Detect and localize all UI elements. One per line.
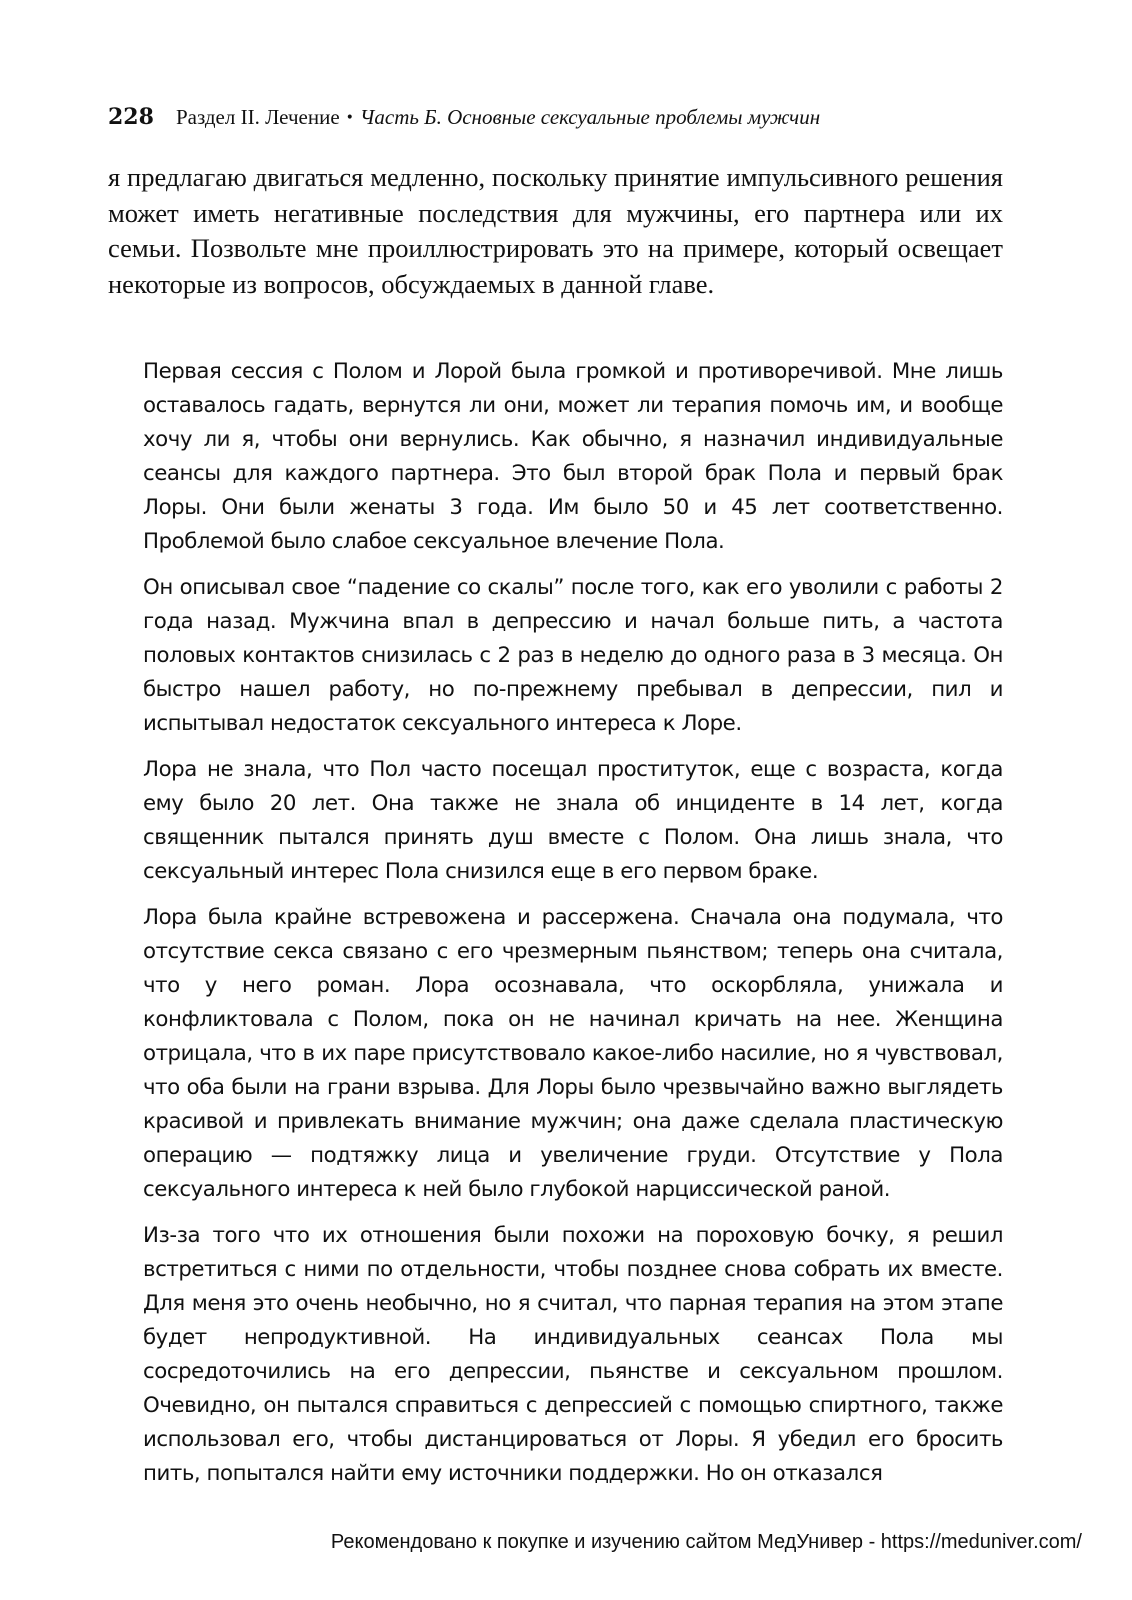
part-title: Часть Б. Основные сексуальные проблемы мужчин xyxy=(359,105,821,129)
case-study xyxy=(143,355,1003,1503)
case-paragraph: Лора была крайне встревожена и рассержена. Сначала она подумала, что отсутствие секса связано с его чрезмерным пьянством; теперь она считала, что у него роман. Лора осознавала, что оскорбляла, унижала и конфликтовала с Полом, пока он не начинал кричать на нее. Женщина отрицала, что в их паре присутствовало какое-либо насилие, но я чувствовал, что оба были на грани взрыва. Для Лоры было чрезвычайно важно выглядеть красивой и привлекать внимание мужчин; она даже сделала пластическую операцию — подтяжку лица и увеличение груди. Отсутствие у Пола сексуального интереса к ней было глубокой нарциссической раной. xyxy=(143,905,1003,1202)
case-paragraph: Лора не знала, что Пол часто посещал проституток, еще с возраста, когда ему было 20 лет. Она также не знала об инциденте в 14 лет, когда священник пытался принять душ вместе с Полом. Она лишь знала, что сексуальный интерес Пола снизился еще в его первом браке. xyxy=(143,757,1003,884)
running-header xyxy=(108,100,1028,134)
case-paragraph: Он описывал свое “падение со скалы” после того, как его уволили с работы 2 года назад. Мужчина впал в депрессию и начал больше пить, а частота половых контактов снизилась с 2 раз в неделю до одного раза в 3 месяца. Он быстро нашел работу, но по-прежнему пребывал в депрессии, пил и испытывал недостаток сексуального интереса к Лоре. xyxy=(143,575,1003,736)
header-separator: • xyxy=(345,110,354,126)
case-paragraph: Первая сессия с Полом и Лорой была громкой и противоречивой. Мне лишь оставалось гадать, вернутся ли они, может ли терапия помочь им, и вообще хочу ли я, чтобы они вернулись. Как обычно, я назначил индивидуальные сеансы для каждого партнера. Это был второй брак Пола и первый брак Лоры. Они были женаты 3 года. Им было 50 и 45 лет соответственно. Проблемой было слабое сексуальное влечение Пола. xyxy=(143,359,1003,554)
footer-recommendation: Рекомендовано к покупке и изучению сайтом МедУнивер - https://meduniver.com/ xyxy=(330,1531,1082,1553)
page-number: 228 xyxy=(108,104,154,130)
section-title: Раздел II. Лечение xyxy=(175,105,340,129)
case-paragraph: Из-за того что их отношения были похожи на пороховую бочку, я решил встретиться с ними по отдельности, чтобы позднее снова собрать их вместе. Для меня это очень необычно, но я считал, что парная терапия на этом этапе будет непродуктивной. На индивидуальных сеансах Пола мы сосредоточились на его депрессии, пьянстве и сексуальном прошлом. Очевидно, он пытался справиться с депрессией с помощью спиртного, также использовал его, чтобы дистанцироваться от Лоры. Я убедил его бросить пить, попытался найти ему источники поддержки. Но он отказался xyxy=(143,1223,1003,1486)
intro-paragraph: я предлагаю двигаться медленно, поскольку принятие импульсивного решения может иметь негативные последствия для мужчины, его партнера или их семьи. Позвольте мне проиллюстрировать это на примере, который освещает некоторые из вопросов, обсуждаемых в данной главе. xyxy=(108,162,1003,299)
